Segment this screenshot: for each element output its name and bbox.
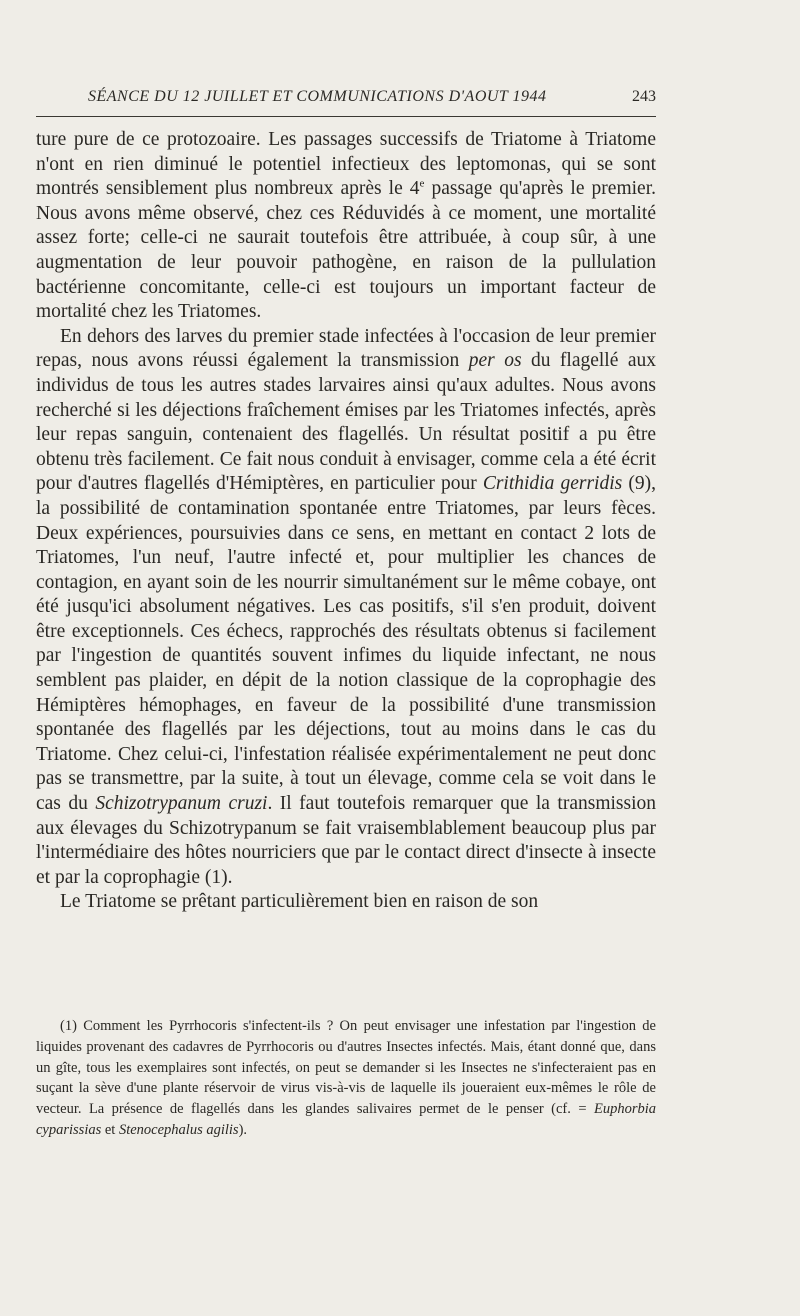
italic-species: Schizotrypanum cruzi [95, 793, 268, 815]
italic-species: Euphorbia cyparissias [36, 1101, 656, 1138]
italic-species: Stenocephalus agilis [118, 1121, 239, 1138]
body-text [36, 128, 656, 915]
italic-species: Crithidia gerridis [482, 473, 623, 495]
header-title: SÉANCE DU 12 JUILLET ET COMMUNICATIONS D'AOUT 1944 [88, 88, 547, 105]
paragraph-2: En dehors des larves du premier stade infectées à l'occasion de leur premier repas, nous avons réussi également la transmission per os du flagellé aux individus de tous les autres stades larvaires ainsi qu'aux adultes. Nous avons recherché si les déjections fraîchement émises par les Triatomes infectés, après leur repas sanguin, contenaient des flagellés. Un résultat positif a pu être obtenu très facilement. Ce fait nous conduit à envisager, comme cela a été écrit pour d'autres flagellés d'Hémiptères, en particulier pour Crithidia gerridis (9), la possibilité de contamination spontanée entre Triatomes, par leurs fèces. Deux expériences, poursuivies dans ce sens, en mettant en contact 2 lots de Triatomes, l'un neuf, l'autre infecté et, pour multiplier les chances de contagion, en ayant soin de les nourrir simultanément sur le même cobaye, ont été jusqu'ici absolument négatives. Les cas positifs, s'il s'en produit, doivent être exceptionnels. Ces échecs, rapprochés des résultats obtenus si facilement par l'ingestion de quantités souvent infimes du liquide infectant, ne nous semblent pas plaider, en dépit de la notion classique de la coprophagie des Hémiptères hémophages, en faveur de la possibilité d'une transmission spontanée des flagellés par les déjections, tout au moins dans le cas du Triatome. Chez celui-ci, l'infestation réalisée expérimentalement ne peut donc pas se transmettre, par la suite, à tout un élevage, comme cela se voit dans le cas du Schizotrypanum cruzi. Il faut toutefois remarquer que la transmission aux élevages du Schizotrypanum se fait vraisemblablement beaucoup plus par l'intermédiaire des hôtes nourriciers que par le contact direct d'insecte à insecte et par la coprophagie (1). [36, 325, 656, 888]
italic-term: per os [468, 350, 522, 372]
running-header [36, 88, 656, 117]
page-number: 243 [632, 88, 656, 105]
footnote-1: (1) Comment les Pyrrhocoris s'infectent-ils ? On peut envisager une infestation par l'ingestion de liquides provenant des cadavres de Pyrrhocoris ou d'autres Insectes infectés. Mais, étant donné que, dans un gîte, tous les exemplaires sont infectés, on peut se demander si les Insectes ne s'infecteraient pas en suçant la sève d'une plante réservoir de virus vis-à-vis de laquelle ils joueraient eux-mêmes le rôle de vecteur. La présence de flagellés dans les glandes salivaires permet de le penser (cf. = Euphorbia cyparissias et Stenocephalus agilis). [36, 1018, 656, 1138]
paragraph-3: Le Triatome se prêtant particulièrement bien en raison de son [60, 891, 539, 913]
paragraph-1: ture pure de ce protozoaire. Les passages successifs de Triatome à Triatome n'ont en rien diminué le potentiel infectieux des leptomonas, qui se sont montrés sensiblement plus nombreux après le 4e passage qu'après le premier. Nous avons même observé, chez ces Réduvidés à ce moment, une mortalité assez forte; celle-ci ne saurait toutefois être attribuée, à coup sûr, à une augmentation de leur pouvoir pathogène, en raison de la pullulation bactérienne concomitante, celle-ci est toujours un important facteur de mortalité chez les Triatomes. [36, 129, 656, 323]
footnote [36, 1016, 656, 1141]
